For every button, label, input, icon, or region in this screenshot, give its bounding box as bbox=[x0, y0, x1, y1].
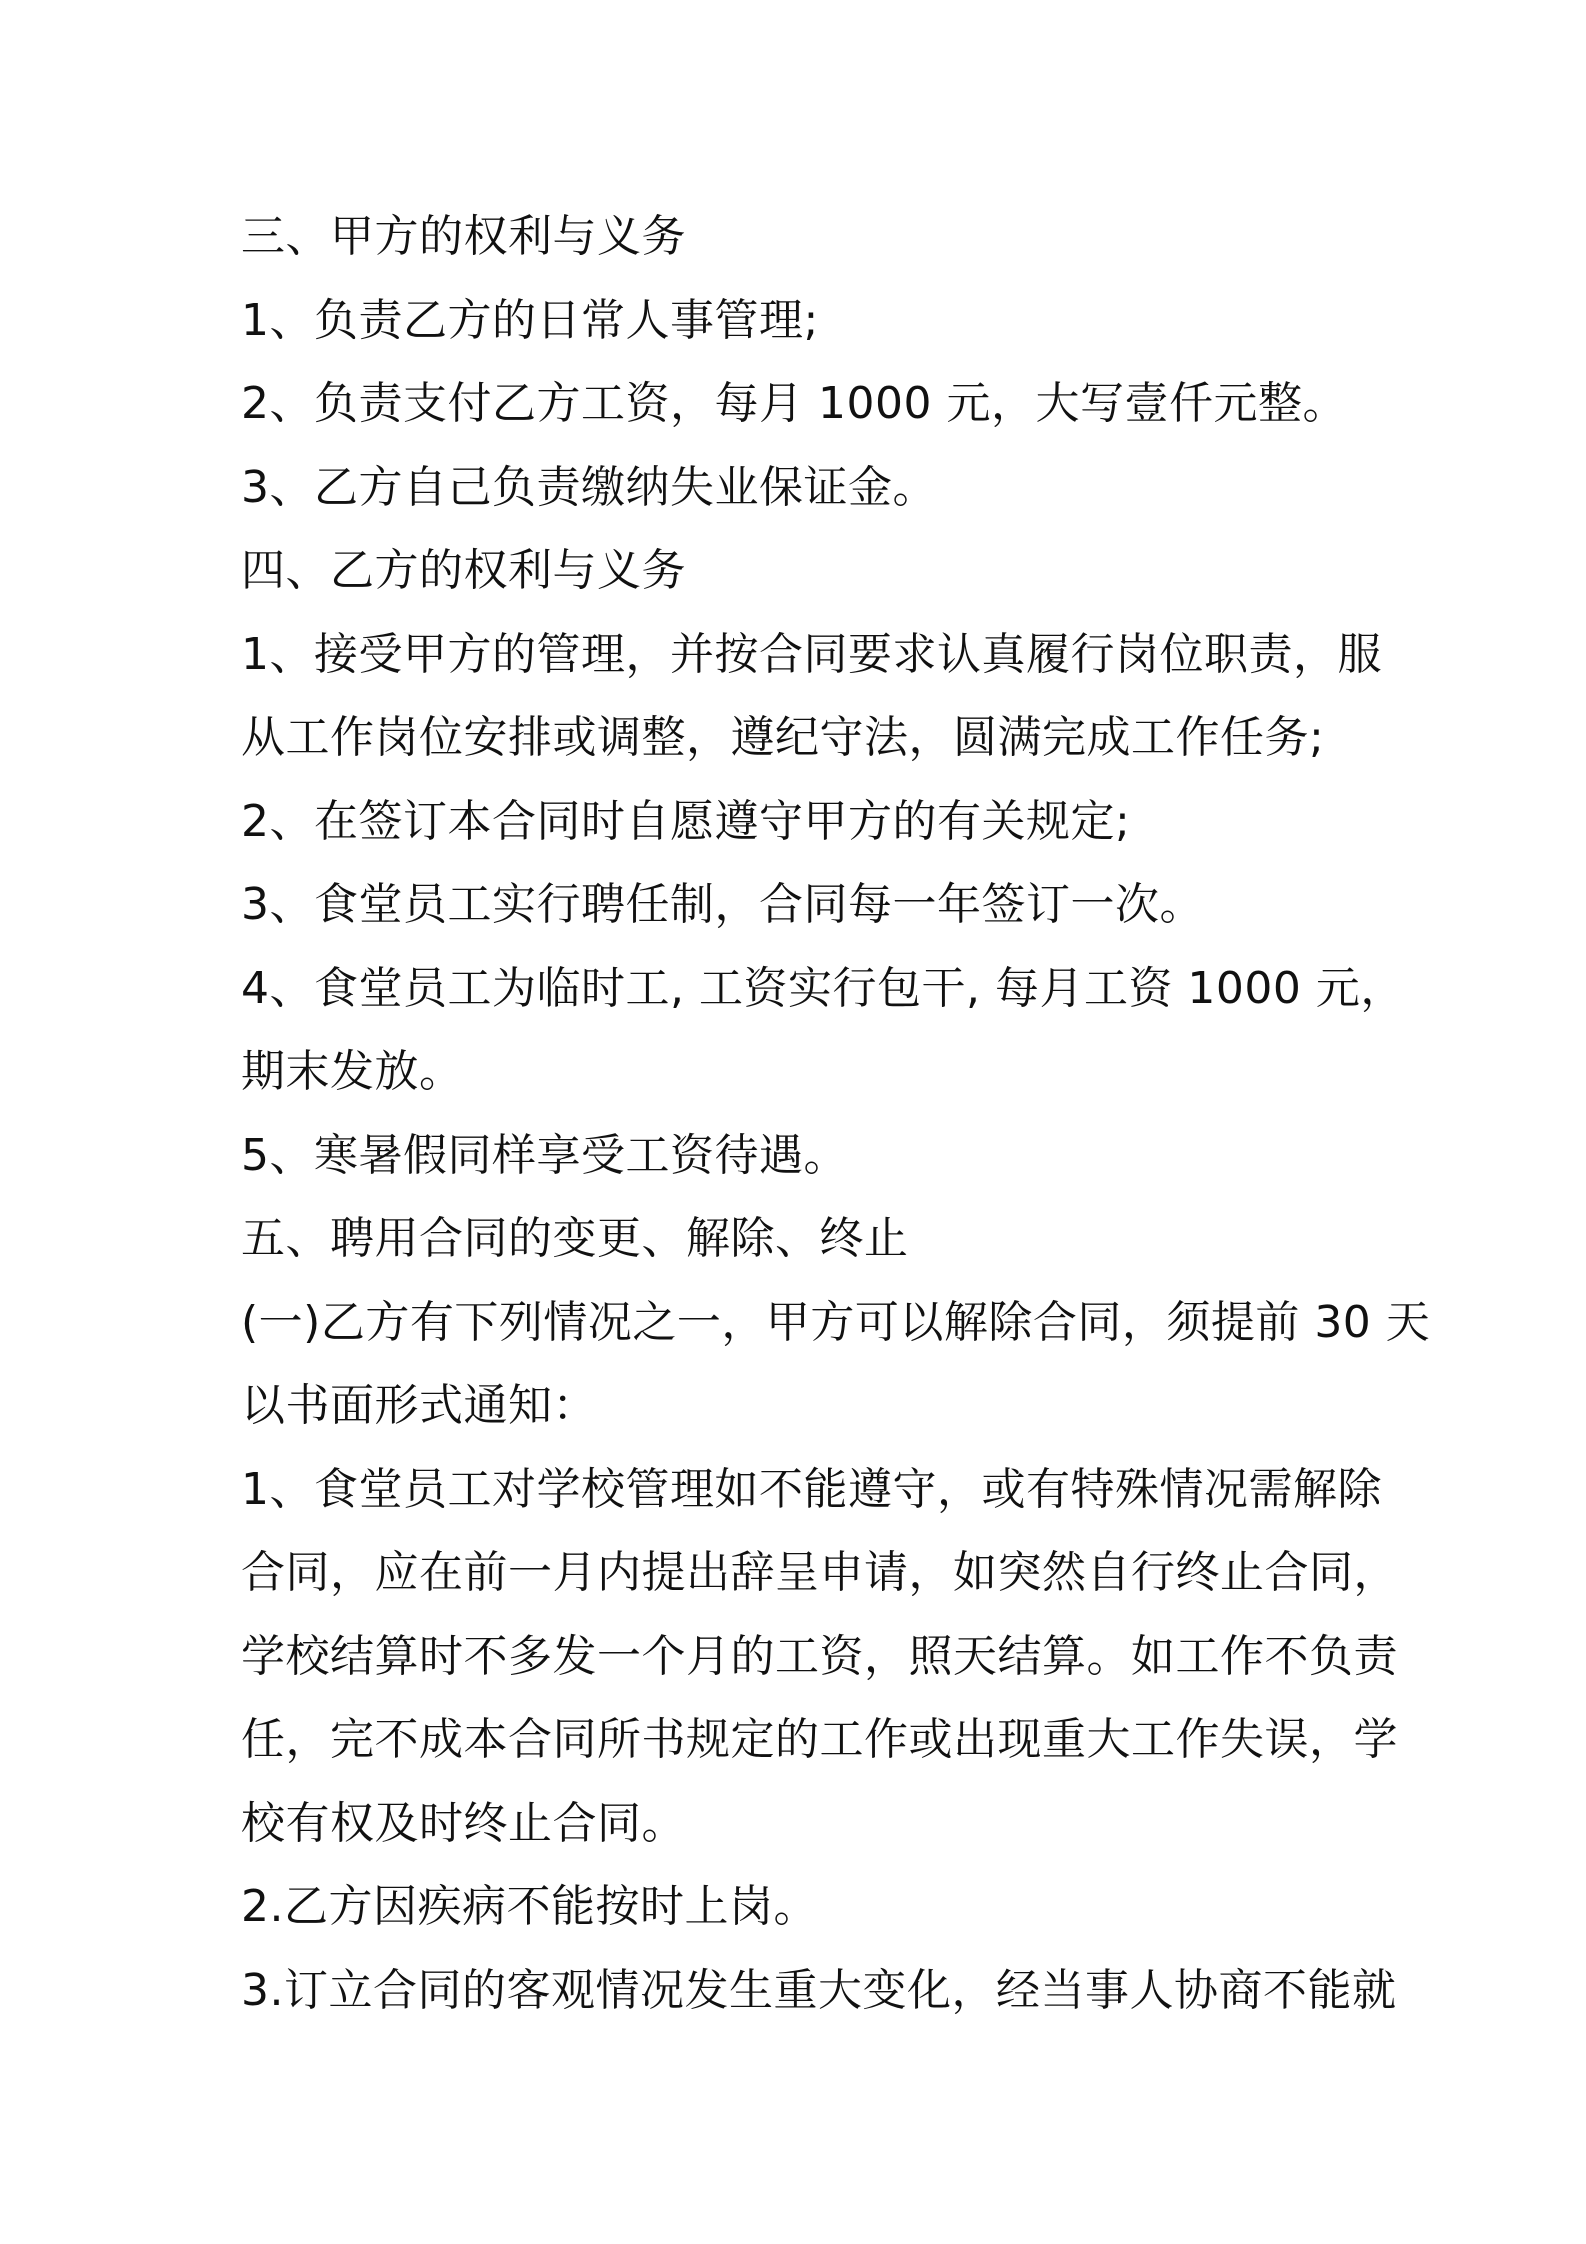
section-heading-contract-changes: 五、聘用合同的变更、解除、终止 bbox=[241, 1213, 909, 1264]
text-line: 2.乙方因疾病不能按时上岗。 bbox=[241, 1881, 818, 1932]
section-heading-party-a: 三、甲方的权利与义务 bbox=[241, 211, 686, 262]
text-line: 1、负责乙方的日常人事管理; bbox=[241, 294, 819, 346]
text-line: 3.订立合同的客观情况发生重大变化，经当事人协商不能就 bbox=[241, 1964, 1397, 2016]
text-line: 2、负责支付乙方工资，每月 1000 元，大写壹仟元整。 bbox=[241, 378, 1347, 429]
text-line: 任，完不成本合同所书规定的工作或出现重大工作失误，学 bbox=[241, 1714, 1398, 1765]
text-line: 以书面形式通知： bbox=[241, 1380, 597, 1431]
text-line: (一)乙方有下列情况之一，甲方可以解除合同，须提前 30 天 bbox=[241, 1296, 1431, 1348]
text-line: 1、食堂员工对学校管理如不能遵守，或有特殊情况需解除 bbox=[241, 1463, 1382, 1515]
text-line: 1、接受甲方的管理，并按合同要求认真履行岗位职责，服 bbox=[241, 628, 1382, 680]
text-line: 从工作岗位安排或调整，遵纪守法，圆满完成工作任务; bbox=[241, 712, 1325, 763]
text-line: 4、食堂员工为临时工, 工资实行包干, 每月工资 1000 元， bbox=[241, 962, 1405, 1014]
document-body bbox=[241, 195, 1431, 2032]
text-line: 5、寒暑假同样享受工资待遇。 bbox=[241, 1129, 848, 1181]
text-line: 3、食堂员工实行聘任制，合同每一年签订一次。 bbox=[241, 879, 1204, 930]
text-line: 学校结算时不多发一个月的工资，照天结算。如工作不负责 bbox=[241, 1630, 1398, 1682]
text-line: 合同，应在前一月内提出辞呈申请，如突然自行终止合同， bbox=[241, 1547, 1398, 1598]
text-line: 校有权及时终止合同。 bbox=[241, 1797, 686, 1849]
text-line: 期末发放。 bbox=[241, 1046, 464, 1097]
text-line: 3、乙方自己负责缴纳失业保证金。 bbox=[241, 461, 937, 513]
section-heading-party-b: 四、乙方的权利与义务 bbox=[241, 545, 686, 596]
text-line: 2、在签订本合同时自愿遵守甲方的有关规定; bbox=[241, 795, 1131, 847]
